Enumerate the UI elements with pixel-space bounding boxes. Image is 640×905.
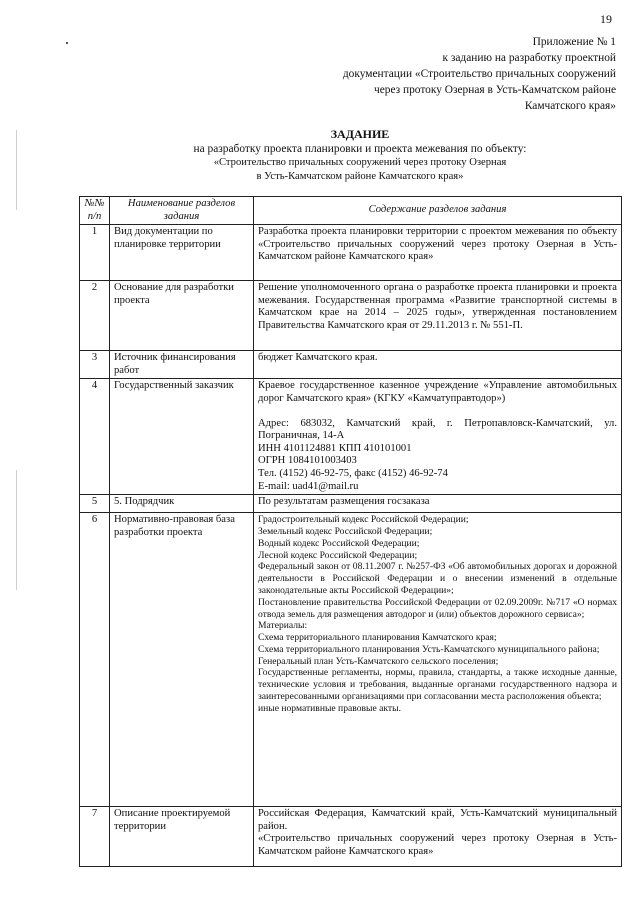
row-number: 3 — [80, 351, 110, 379]
content-line — [258, 406, 617, 418]
annex-line: к заданию на разработку проектной — [442, 52, 616, 64]
row-content — [254, 495, 622, 513]
content-line: Материалы: — [258, 620, 308, 632]
row-number: 1 — [80, 225, 110, 281]
table-row — [80, 225, 622, 281]
content-line: иные нормативные правовые акты. — [258, 702, 401, 714]
annex-line: документации «Строительство причальных сооружений — [342, 68, 616, 80]
table-row — [80, 351, 622, 379]
document-subtitle: на разработку проекта планировки и проекта межевания по объекту: — [193, 143, 527, 155]
row-content — [254, 225, 622, 281]
row-section-name: Источник финансирования работ — [110, 351, 254, 379]
annex-line: через протоку Озерная в Усть-Камчатском районе — [373, 84, 616, 96]
content-line: E-mail: uad41@mail.ru — [258, 480, 359, 492]
document-title: ЗАДАНИЕ — [330, 127, 390, 141]
scan-speck — [66, 42, 68, 44]
content-line: Адрес: 683032, Камчатский край, г. Петропавловск-Камчатский, ул. Пограничная, 14-А — [258, 417, 617, 442]
row-number: 4 — [80, 379, 110, 495]
row-section-name: Описание проектируемой территории — [110, 807, 254, 867]
content-line: Федеральный закон от 08.11.2007 г. №257-ФЗ «Об автомобильных дорогах и дорожной деятельности в Российской Федерации и о внесении изменений в отдельные законодательные акты Российской Федерации»; — [258, 561, 617, 596]
header-section: Наименование разделов задания — [110, 197, 254, 225]
object-name-line: «Строительство причальных сооружений через протоку Озерная — [213, 157, 507, 168]
row-section-name: 5. Подрядчик — [110, 495, 254, 513]
annex-line: Приложение № 1 — [532, 36, 616, 48]
content-line: Генеральный план Усть-Камчатского сельского поселения; — [258, 655, 499, 667]
row-section-name: Вид документации по планировке территории — [110, 225, 254, 281]
content-line: Схема территориального планирования Камчатского края; — [258, 632, 497, 644]
specification-table — [79, 196, 622, 867]
row-content — [254, 513, 622, 807]
content-line: Схема территориального планирования Усть-Камчатского муниципального района; — [258, 643, 600, 655]
content-line: Лесной кодекс Российской Федерации; — [258, 549, 418, 561]
annex-line: Камчатского края» — [524, 100, 616, 112]
table-row — [80, 807, 622, 867]
scan-margin-mark — [16, 130, 17, 210]
content-line: «Строительство причальных сооружений через протоку Озерная в Усть-Камчатском районе Камчатского края» — [258, 833, 617, 857]
object-name-line: в Усть-Камчатском районе Камчатского края» — [256, 171, 464, 182]
content-line: Градостроительный кодекс Российской Федерации; — [258, 514, 469, 526]
content-line: Разработка проекта планировки территории с проектом межевания по объекту «Строительство причальных сооружений через протоку Озерная в Усть-Камчатском районе Камчатского края» — [258, 226, 617, 263]
row-content — [254, 807, 622, 867]
content-line: Государственные регламенты, нормы, правила, стандарты, а также исходные данные, технические условия и требования, выданные органами государственного надзора и заинтересованными организациями при согласовании места расположения объекта; — [258, 667, 617, 703]
document-heading — [80, 127, 640, 184]
row-number: 7 — [80, 807, 110, 867]
content-line: Водный кодекс Российской Федерации; — [258, 537, 420, 549]
content-line: Земельный кодекс Российской Федерации; — [258, 525, 433, 537]
row-content — [254, 351, 622, 379]
content-line: Краевое государственное казенное учреждение «Управление автомобильных дорог Камчатского края» (КГКУ «Камчатуправтодор») — [258, 380, 617, 404]
table-row — [80, 495, 622, 513]
row-number: 2 — [80, 281, 110, 351]
content-line: бюджет Камчатского края. — [258, 352, 378, 364]
page-number: 19 — [600, 12, 612, 26]
scan-margin-mark — [16, 470, 17, 590]
annex-block — [256, 34, 616, 114]
row-section-name: Государственный заказчик — [110, 379, 254, 495]
table-row — [80, 281, 622, 351]
content-line: Тел. (4152) 46-92-75, факс (4152) 46-92-74 — [258, 467, 448, 479]
row-section-name: Нормативно-правовая база разработки проекта — [110, 513, 254, 807]
row-content — [254, 379, 622, 495]
content-line: Российская Федерация, Камчатский край, Усть-Камчатский муниципальный район. — [258, 808, 617, 832]
row-number: 5 — [80, 495, 110, 513]
table-row — [80, 513, 622, 807]
row-content — [254, 281, 622, 351]
table-row — [80, 379, 622, 495]
content-line: Решение уполномоченного органа о разработке проекта планировки и проекта межевания. Государственная программа «Развитие транспортной системы в Камчатском крае на 2014 – 2025 годы», утвержденная постановлением Правительства Камчатского края от 29.11.2013 г. № 551-П. — [258, 282, 617, 331]
content-line: По результатам размещения госзаказа — [258, 496, 430, 508]
row-section-name: Основание для разработки проекта — [110, 281, 254, 351]
content-line: ИНН 4101124881 КПП 410101001 — [258, 442, 412, 454]
content-line: Постановление правительства Российской Федерации от 02.09.2009г. №717 «О нормах отвода земель для размещения автодорог и (или) объектов дорожного сервиса»; — [258, 596, 617, 620]
table-header-row — [80, 197, 622, 225]
content-line: ОГРН 1084101003403 — [258, 455, 357, 467]
row-number: 6 — [80, 513, 110, 807]
header-content: Содержание разделов задания — [254, 197, 622, 225]
header-num: №№ п/п — [80, 197, 110, 225]
